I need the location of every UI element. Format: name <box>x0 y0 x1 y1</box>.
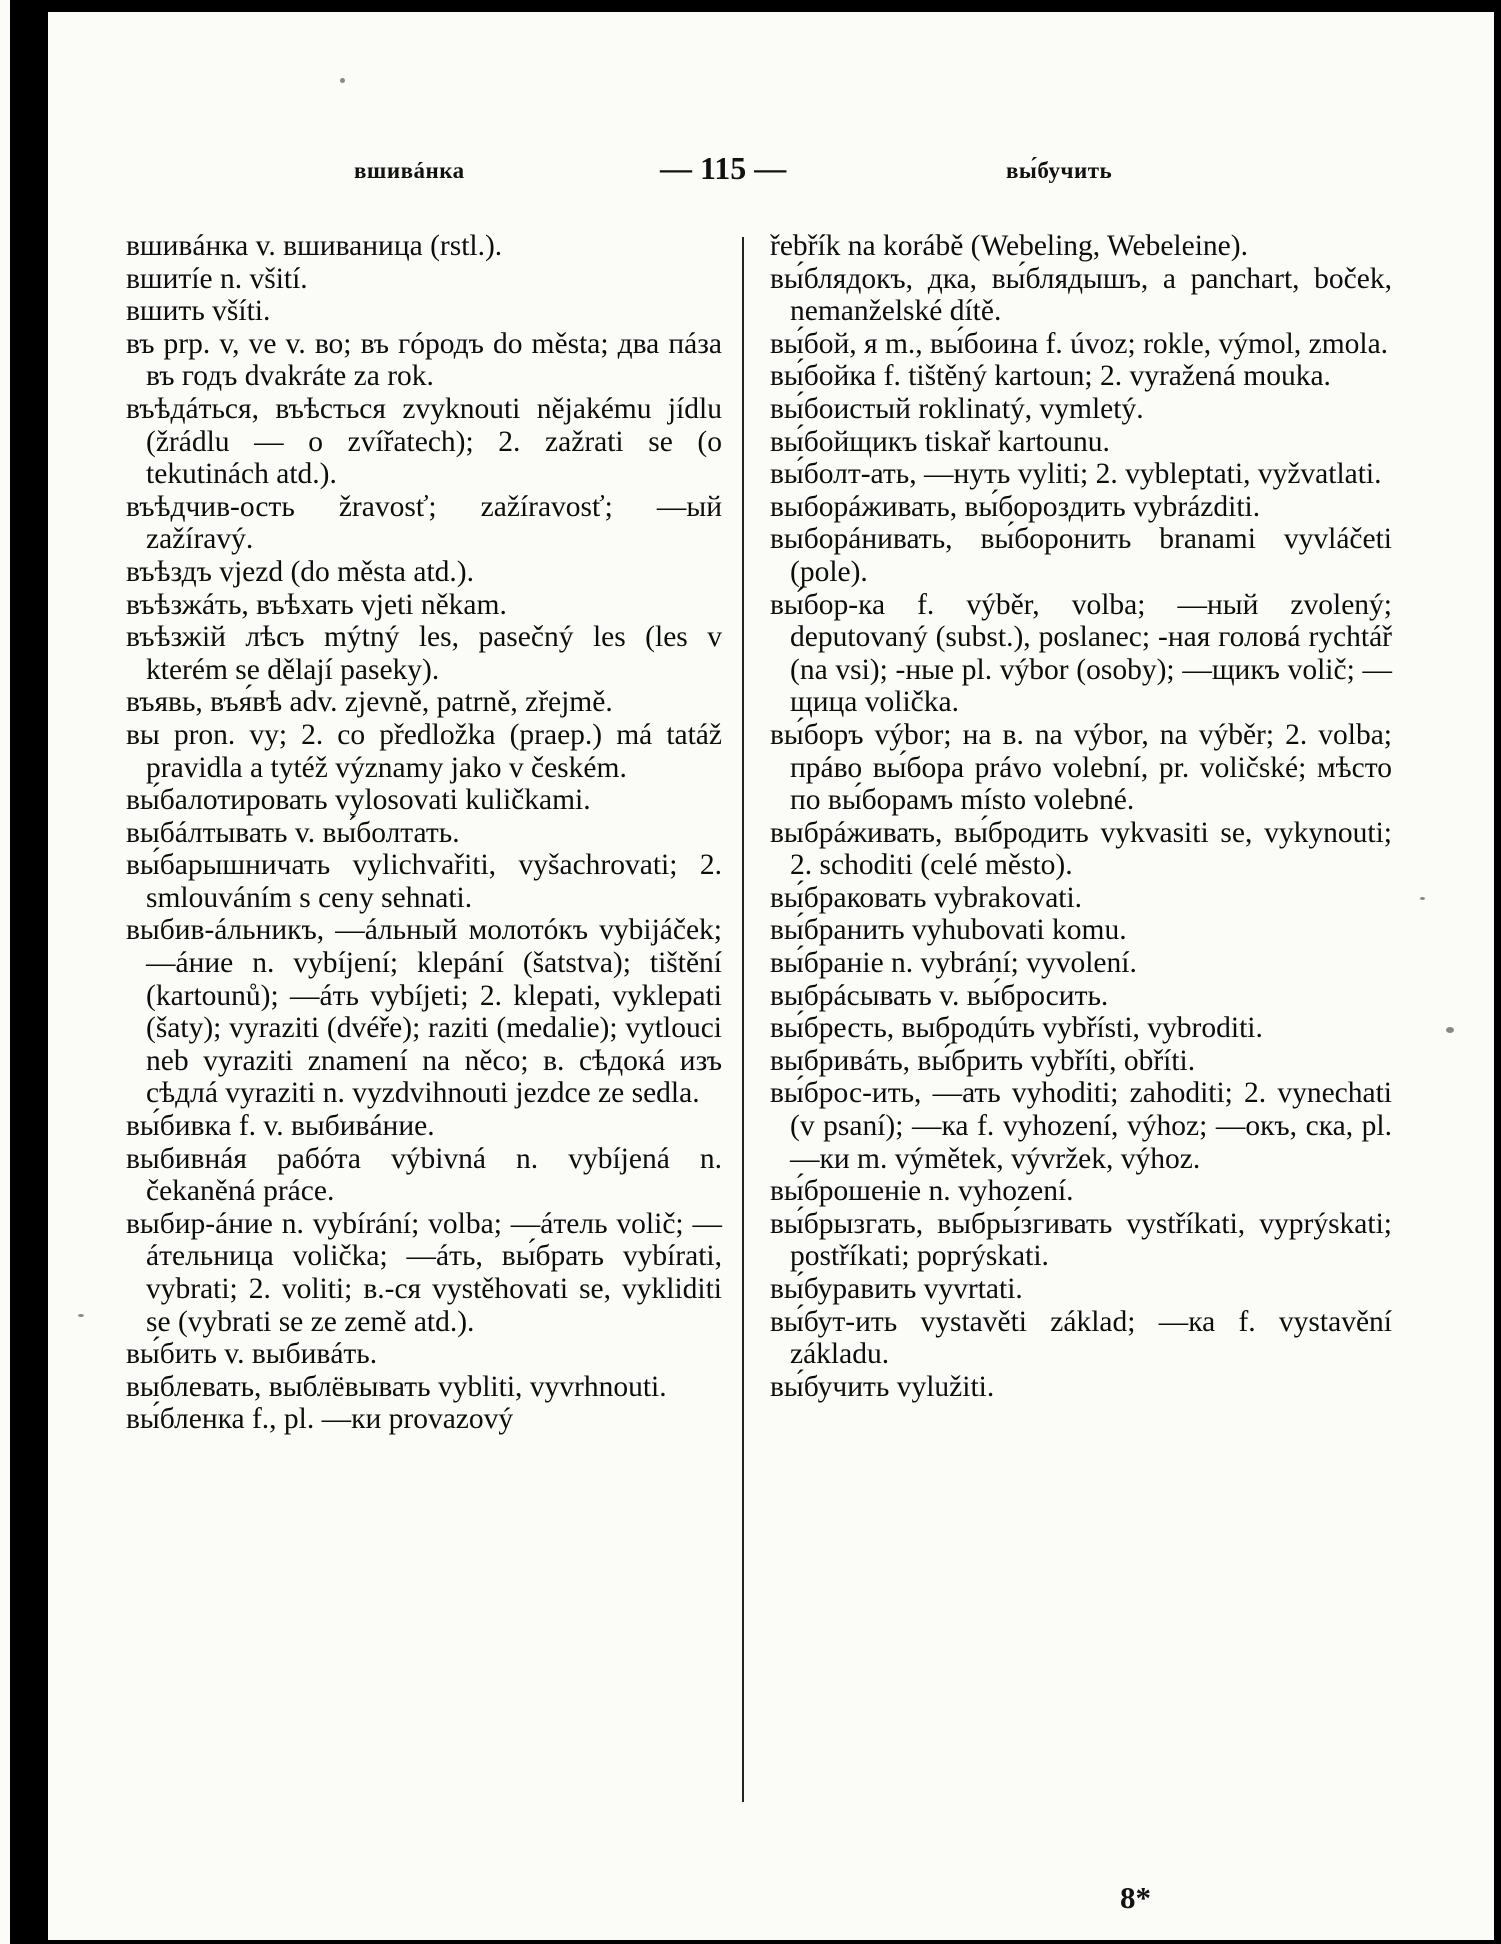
dictionary-entry: выбив-áльникъ, —áльный молотóкъ vybijáček; —áние n. vybíjení; klepání (šatstva); tištění (kartounů); —áть vybíjeti; 2. klepati, vyklepati (šaty); vyraziti (dvéře); raziti (medalie); vytlouci neb vyraziti znamení na něco; в. сѣдокá изъ сѣдлá vyraziti n. vyzdvihnouti jezdce ze sedla. <box>126 914 722 1110</box>
dictionary-entry: вы́бресть, выбродúть vybřísti, vybroditi. <box>770 1012 1263 1045</box>
right-column <box>770 230 1392 1403</box>
dictionary-entry: въѣздъ vjezd (do města atd.). <box>126 555 474 588</box>
dictionary-entry: вы́болт-ать, —нуть vyliti; 2. vybleptati, vyžvatlati. <box>770 458 1382 491</box>
header-left-headword: вшивáнка <box>354 158 465 183</box>
paper-speck <box>1420 897 1425 900</box>
dictionary-entry: въ prp. v, ve v. во; въ гóродъ do města; два пáза въ годъ dvakráte za rok. <box>126 327 722 393</box>
paper-speck <box>1446 1027 1454 1033</box>
dictionary-entry: вы pron. vy; 2. co předložka (praep.) má tatáž pravidla a tytéž významy jako v českém. <box>126 718 722 784</box>
dictionary-entry: вы́бучить vylužiti. <box>770 1370 995 1403</box>
dictionary-entry: řebřík na korábě (Webeling, Webeleine). <box>770 230 1248 262</box>
running-header <box>48 150 1494 190</box>
dictionary-entry: вы́брос-ить, —ать vyhoditi; zahoditi; 2. vynechati (v psaní); —ка f. vyhození, výhoz; —окъ, ска, pl. —ки m. výmětek, vývržek, výhoz. <box>770 1077 1392 1175</box>
dictionary-entry: вы́буравить vyvrtati. <box>770 1273 1023 1305</box>
left-page-edge <box>0 0 10 1944</box>
dictionary-entry: вшить všíti. <box>126 295 271 328</box>
dictionary-entry: вы́бойка f. tištěný kartoun; 2. vyražená mouka. <box>770 360 1331 393</box>
column-divider <box>742 237 744 1802</box>
dictionary-entry: въѣзжáть, въѣхать vjeti někam. <box>126 588 507 621</box>
dictionary-entry: выбрáживать, вы́бродить vykvasiti se, vykynouti; 2. schoditi (celé město). <box>770 816 1392 882</box>
dictionary-entry: выбáлтывать v. вы́болтать. <box>126 816 460 849</box>
dictionary-entry: выборáнивать, вы́боронить branami vyvláčeti (pole). <box>770 523 1392 588</box>
dictionary-entry: вы́балотировать vylosovati kuličkami. <box>126 784 591 817</box>
dictionary-entry: въѣдчив-ость žravosť; zažíravosť; —ый zažíravý. <box>126 490 722 556</box>
dictionary-entry: въѣдáться, въѣсться zvyknouti nějakému jídlu (žrádlu — o zvířatech); 2. zažrati se (o tekutinách atd.). <box>126 392 722 491</box>
dictionary-entry: вы́блядокъ, дка, вы́блядышъ, a panchart, boček, nemanželské dítě. <box>770 262 1392 328</box>
left-column <box>126 230 722 1436</box>
dictionary-entry: вы́бут-ить vystavěti základ; —ка f. vystavění základu. <box>770 1305 1392 1371</box>
dictionary-entry: вы́бить v. выбивáть. <box>126 1338 378 1371</box>
dictionary-page <box>48 12 1494 1940</box>
dictionary-entry: вшитíе n. všití. <box>126 262 308 295</box>
header-right-headword: вы́бучить <box>1006 158 1113 183</box>
dictionary-entry: вшивáнка v. вшиваница (rstl.). <box>126 230 503 262</box>
dictionary-entry: вы́брошенie n. vyhození. <box>770 1175 1074 1208</box>
dictionary-entry: выбивнáя рабóта výbivná n. vybíjená n. čekaněná práce. <box>126 1142 722 1208</box>
paper-speck <box>78 1314 84 1317</box>
dictionary-entry: въявь, въя́вѣ adv. zjevně, patrně, zřejmě. <box>126 686 613 719</box>
dictionary-entry: вы́бленка f., pl. —ки provazový <box>126 1403 514 1436</box>
dictionary-entry: выбривáть, вы́брить vybříti, obříti. <box>770 1044 1196 1077</box>
page-number: — 115 — <box>660 150 787 186</box>
dictionary-entry: вы́боистый roklinatý, vymletý. <box>770 392 1144 425</box>
dictionary-entry: вы́бор-ка f. výběr, volba; —ный zvolený; deputovaný (subst.), poslanec; -ная головá rychtář (na vsi); -ные pl. výbor (osoby); —щикъ volič; —щица volička. <box>770 588 1392 719</box>
paper-speck <box>340 78 345 83</box>
dictionary-entry: выбрáсывать v. вы́бросить. <box>770 979 1109 1012</box>
dictionary-entry: вы́бранить vyhubovati komu. <box>770 914 1127 947</box>
dictionary-entry: выборáживать, вы́бороздить vybrázditi. <box>770 490 1261 523</box>
signature-mark: 8* <box>1120 1880 1151 1915</box>
dictionary-entry: вы́брызгать, выбры́згивать vystříkati, vyprýskati; postříkati; poprýskati. <box>770 1207 1392 1273</box>
dictionary-entry: вы́браковать vybrakovati. <box>770 881 1083 914</box>
dictionary-entry: выблевать, выблёвывать vybliti, vyvrhnouti. <box>126 1370 667 1403</box>
dictionary-entry: вы́бойщикъ tiskař kartounu. <box>770 425 1110 458</box>
dictionary-entry: вы́бой, я m., вы́боина f. úvoz; rokle, výmol, zmola. <box>770 327 1389 360</box>
dictionary-entry: вы́барышничать vylichvařiti, vyšachrovati; 2. smlouváním s ceny sehnati. <box>126 849 722 914</box>
dictionary-entry: выбир-áние n. vybírání; volba; —áтель volič; —áтельница volička; —áть, вы́брать vybírati, vybrati; 2. voliti; в.-ся vystěhovati se, vykliditi se (vybrati se ze země atd.). <box>126 1207 722 1338</box>
dictionary-entry: вы́бранie n. vybrání; vyvolení. <box>770 947 1137 980</box>
dictionary-entry: вы́бивка f. v. выбивáние. <box>126 1110 435 1143</box>
dictionary-entry: вы́боръ výbor; на в. na výbor, na výběr; 2. volba; прáво вы́бора právo volební, pr. voličské; мѣсто по вы́борамъ místo volebné. <box>770 718 1392 817</box>
dictionary-entry: въѣзжiй лѣсъ mýtný les, pasečný les (les v kterém se dělají paseky). <box>126 621 722 686</box>
